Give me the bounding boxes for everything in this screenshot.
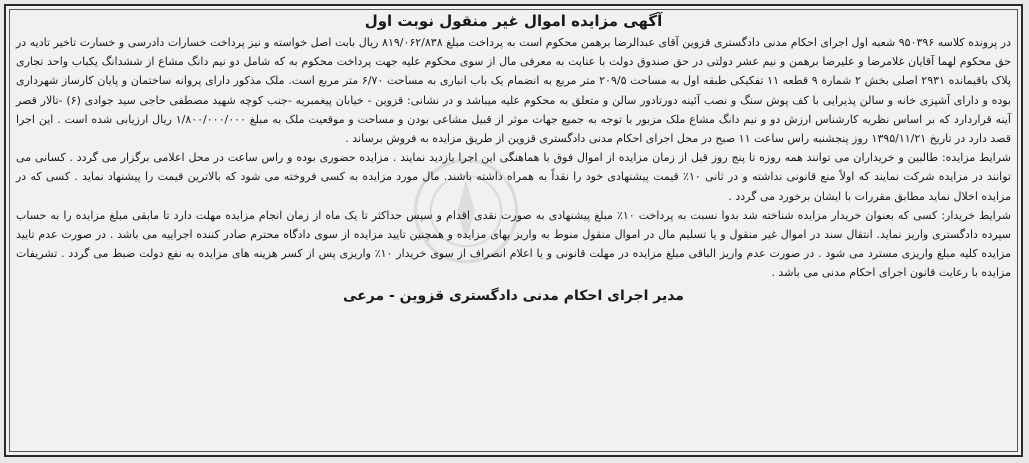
notice-title: آگهی مزایده اموال غیر منقول نوبت اول (364, 12, 663, 30)
signature-line: مدیر اجرای احکام مدنی دادگستری قزوین - مرعی (343, 287, 684, 304)
auction-terms: شرایط مزایده: طالبین و خریداران می توانند همه روزه تا پنج روز قبل از زمان مزایده از اموال فوق با هماهنگی این اجرا بازدید نمایند . مزایده حضوری بوده و راس ساعت در محل اعلامی برگزار می گردد . کسانی می توانند در مزایده شرکت نمایند که اولاً منع قانونی نداشته و در ثانی ۱۰٪ قیمت پیشنهادی خود را نقداً به همراه داشته باشند. مال مورد مزایده به کسی فروخته می شود که بالاترین قیمت را پیشنهاد نماید . کسی که در مزایده اخلال نماید مطابق مقررات با ایشان برخورد می گردد . (16, 151, 1011, 203)
notice-body: در پرونده کلاسه ۹۵۰۳۹۶ شعبه اول اجرای احکام مدنی دادگستری قزوین آقای عبدالرضا برهمن محکوم است به پرداخت مبلغ ۸۱۹/۰۶۲/۸۳۸ ریال بابت اصل خواسته و نیز پرداخت خسارات دادرسی و خسارت تاخیر تادیه در حق محکوم لهما آقایان غلامرضا و علیرضا برهمن و نیم عشر دولتی در حق صندوق دولت با عنایت به معرفی مال از سوی محکوم علیه جهت پرداخت محکوم به که شامل دو نیم دانگ مشاع از ششدانگ یکباب واحد تجاری پلاک باقیمانده ۲۹۳۱ اصلی بخش ۲ شماره ۹ قطعه ۱۱ تفکیکی طبقه اول به مساحت ۲۰۹/۵ متر مربع به انضمام یک باب انباری به مساحت ۶/۷۰ متر مربع است. ملک مذکور دارای پروانه ساختمان و پایان کارساز شهرداری بوده و دارای آشپزی خانه و سالن پذیرایی با کف پوش سنگ و نصب آئینه دورتادور سالن و متعلق به محکوم علیه میباشد و در نشانی: قزوین - خیابان پیغمبریه -جنب کوچه شهید مصطفی حاجی سید جوادی (۶) -تالار قصر آینه قراردارد که بر اساس نظریه کارشناس ارزش دو و نیم دانگ مشاع ملک مزبور با توجه به جمیع جهات موثر از قبیل مشاعی بودن و مساحت و موقعیت ملک به مبلغ ۱/۸۰۰/۰۰۰/۰۰۰ ریال ارزیابی شده است . این اجرا قصد دارد در تاریخ ۱۳۹۵/۱۱/۲۱ روز پنجشنبه راس ساعت ۱۱ صبح در محل اجرای احکام مدنی دادگستری قزوین از طریق مزایده به فروش برساند . (16, 36, 1012, 146)
buyer-terms: شرایط خریدار: کسی که بعنوان خریدار مزایده شناخته شد بدوا نسبت به پرداخت ۱۰٪ مبلغ پیشنهادی به صورت نقدی اقدام و سپس حداکثر تا یک ماه از زمان انجام مزایده مهلت دارد تا مابقی مبلغ مزایده را به حساب سپرده دادگستری واریز نماید. انتقال سند در اموال غیر منقول و یا تسلیم مال در اموال منقول منوط به واریز بهای مزایده و همچنین تایید مزایده از سوی دادگاه محترم صادر کننده اجراییه می باشد . در صورت عدم تایید مزایده کلیه مبلغ واریزی مسترد می شود . در صورت عدم واریز الباقی مبلغ مزایده در مهلت قانونی و یا اعلام انصراف از سوی خریدار ۱۰٪ واریزی پس از کسر هزینه های مزایده به نفع دولت ضبط می گردد . تشریفات مزایده با رعایت قانون اجرای احکام مدنی می باشد . (16, 208, 1011, 280)
notice-frame (4, 4, 1023, 457)
notice-content (16, 10, 1011, 451)
